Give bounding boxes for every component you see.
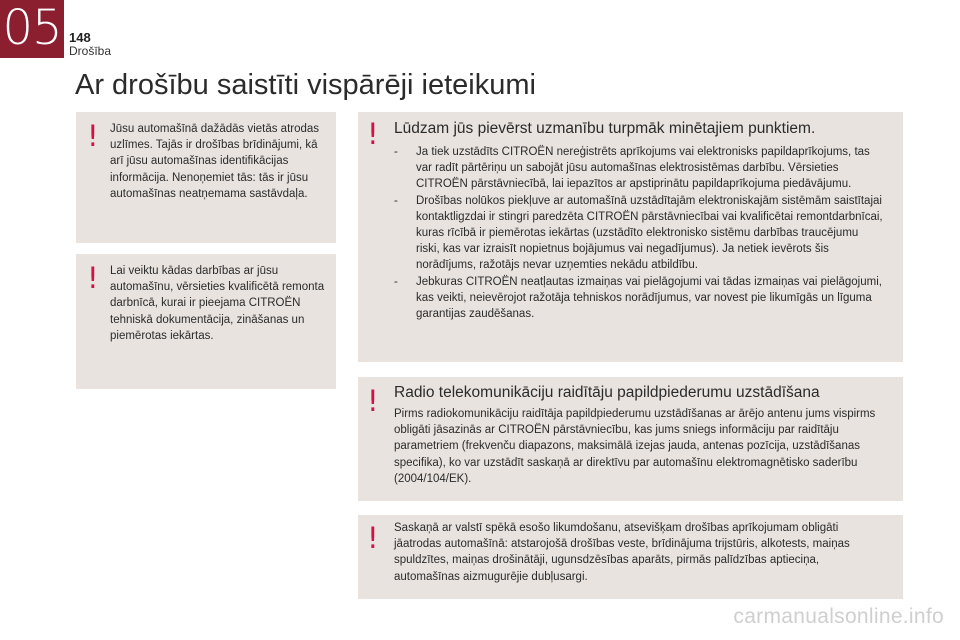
section-name: Drošība [69,44,112,58]
chapter-number: 05 [2,0,62,56]
warning-box-equipment [358,112,903,362]
warning-box-labels [76,112,336,243]
exclamation-icon: ! [367,521,379,555]
exclamation-icon: ! [367,384,379,418]
chapter-tab [0,0,64,58]
warning-text: Lai veiktu kādas darbības ar jūsu automašīnu, vērsieties kvalificētā remonta darbnīcā, kurai ir pieejama CITROËN tehniskā dokumentācija, zināšanas un piemērotas iekārtas. [110,265,325,342]
box-text: Pirms radiokomunikāciju raidītāja papildpiederumu uzstādīšanas ar ārējo antenu jums vispirms obligāti jāsazinās ar CITROËN pārstāvniecību, kas jums sniegs informāciju par raidītāju parametriem (frekvenču diapazons, maksimālā izejas jauda, antenas pozīcija, uzstādīšanas specifika), ko var uzstādīt saskaņā ar direktīvu par automašīnu elektromagnētisko saderību (2004/104/EK). [394,408,876,485]
list-item: - Drošības nolūkos piekļuve ar automašīnā uzstādītajām elektroniskajām sistēmām saistītajai kontaktligzdai ir stingri paredzēta CITROËN pārstāvniecībai vai kvalificētai remontdarbnīcai, kuras rīcībā ir piemērotas iekārtas (uzstādīto elektronisko sistēmu darbības traucējumu riski, kas var izraisīt nopietnus bojājumus vai negadījumus). Ja netiek ievērots šis norādījums, ražotājs nevar uzņemties nekādu atbildību. [394,194,883,272]
list-item: - Jebkuras CITROËN neatļautas izmaiņas vai pielāgojumi vai tādas izmaiņas vai pielāgojumi, kas veikti, neievērojot ražotāja tehniskos norādījumus, var novest pie likumīgās un līguma garantijas zaudēšanas. [394,275,882,321]
list-item: - Ja tiek uzstādīts CITROËN nereģistrēts aprīkojums vai elektronisks papildaprīkojums, tas var radīt pārtēriņu un sabojāt jūsu automašīnas elektrosistēmas darbību. Vērsieties CITROËN pārstāvniecībā, lai iepazītos ar apstiprinātu papildaprīkojuma piedāvājumu. [394,146,870,191]
warning-box-workshop [76,254,336,389]
exclamation-icon: ! [367,117,379,151]
watermark: carmanualsonline.info [733,605,944,628]
warning-box-radio [358,377,903,501]
warning-text: Jūsu automašīnā dažādās vietās atrodas uzlīmes. Tajās ir drošības brīdinājumi, kā arī jūsu automašīnas identifikācijas informācija. Nenoņemiet tās: tās ir jūsu automašīnas neatņemama sastāvdaļa. [110,123,320,200]
bullet-list [394,144,884,322]
page-title: Ar drošību saistīti vispārēji ieteikumi [75,69,536,101]
box-text: Saskaņā ar valstī spēkā esošo likumdošanu, atsevišķam drošības aprīkojumam obligāti jāatrodas automašīnā: atstarojošā drošības veste, brīdinājuma trijstūris, alkotests, maiņas spuldzītes, maiņas drošinātāji, ugunsdzēsības aparāts, pirmās palīdzības aptieciņa, automašīnas aizmugurējie dubļusargi. [394,522,850,583]
box-heading: Radio telekomunikāciju raidītāju papildpiederumu uzstādīšana [394,384,820,401]
exclamation-icon: ! [87,119,99,153]
warning-box-legislation [358,515,903,599]
box-heading: Lūdzam jūs pievērst uzmanību turpmāk minētajiem punktiem. [394,120,816,137]
page-number: 148 [69,30,91,45]
exclamation-icon: ! [87,261,99,295]
